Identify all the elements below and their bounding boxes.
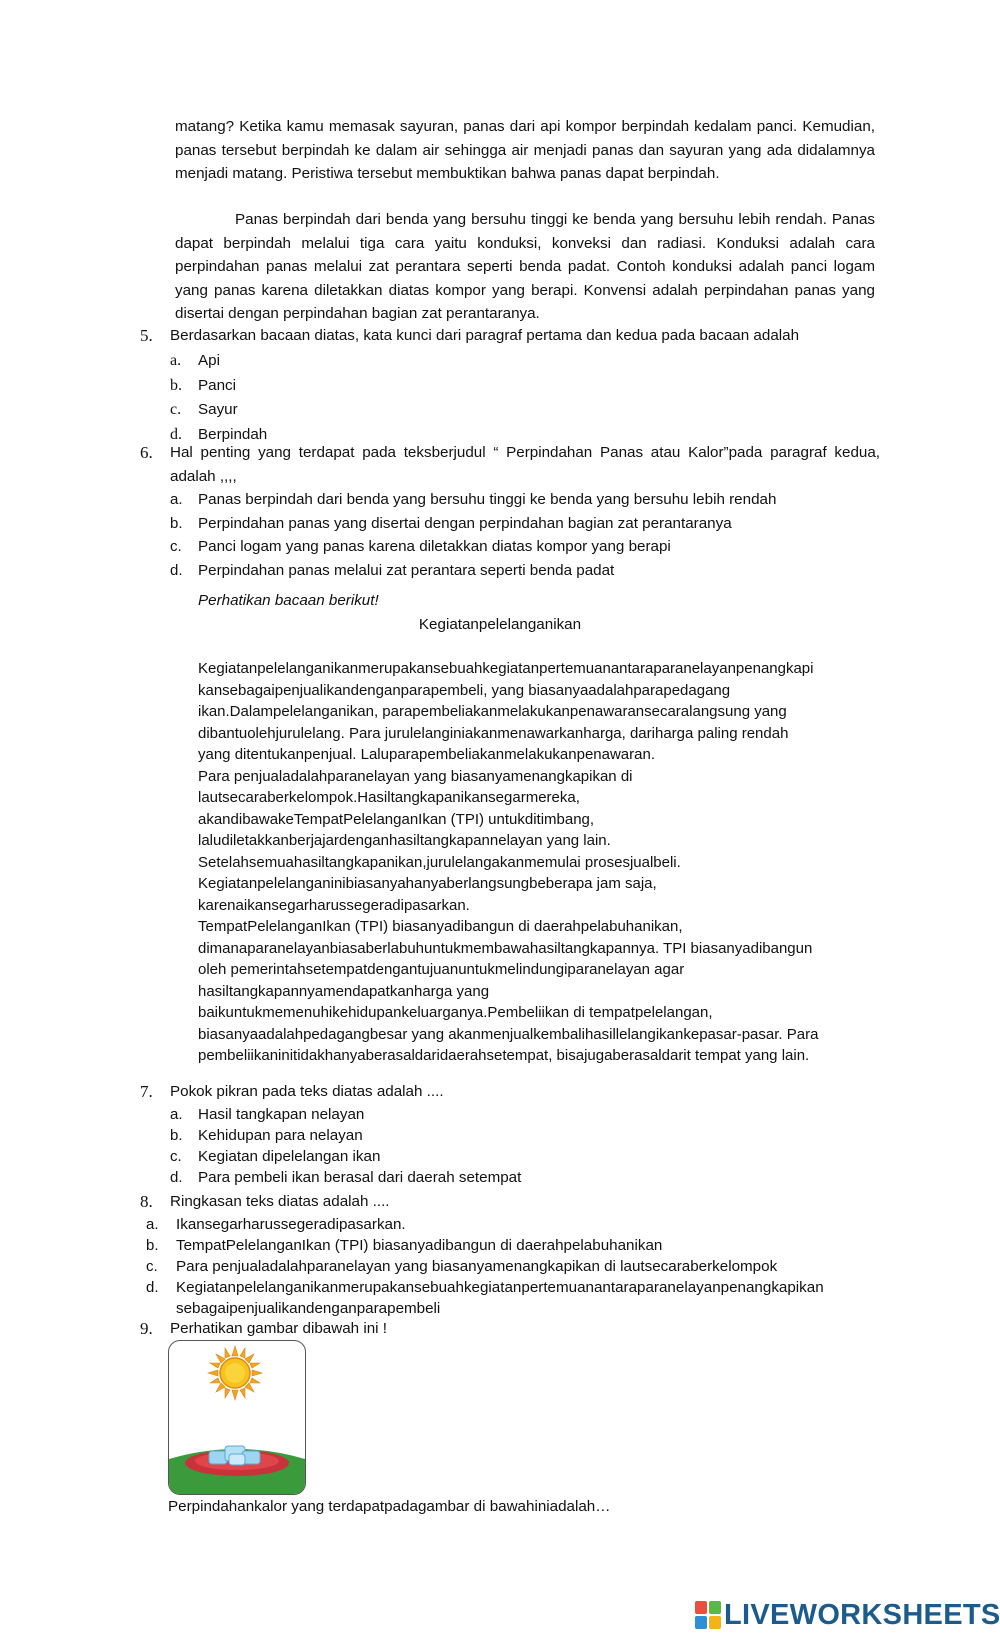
passage-line: kansebagaipenjualikandenganparapembeli, yang biasanyaadalahparapedagang [198, 681, 731, 699]
option-text: Berpindah [198, 425, 268, 443]
question-text: Perhatikan gambar dibawah ini ! [170, 1320, 387, 1337]
sun-ice-picture [168, 1340, 306, 1495]
question-number: 8. [140, 1192, 153, 1211]
option-text: TempatPelelanganIkan (TPI) biasanyadibangun di daerahpelabuhanikan [176, 1237, 663, 1254]
passage-line: Setelahsemuahasiltangkapanikan,jurulelangakanmemulai prosesjualbeli. [198, 853, 681, 871]
question-number: 9. [140, 1319, 153, 1338]
passage-line: Para penjualadalahparanelayan yang biasanyamenangkapikan di [198, 767, 633, 785]
option-a[interactable] [170, 488, 880, 512]
option-text: Panci [198, 376, 236, 394]
option-a[interactable] [170, 1104, 880, 1125]
ice-cubes-icon [209, 1446, 260, 1465]
option-letter: a. [146, 1216, 159, 1233]
passage-line: dibantuolehjurulelang. Para jurulelanginiakanmenawarkanharga, dariharga paling rendah [198, 724, 789, 742]
option-letter: b. [170, 514, 183, 532]
option-d[interactable] [170, 559, 880, 583]
option-letter: c. [146, 1258, 158, 1275]
passage-line: dimanaparanelayanbiasaberlabuhuntukmembawahasiltangkapannya. TPI biasanyadibangun [198, 939, 813, 957]
option-text: Hasil tangkapan nelayan [198, 1106, 365, 1123]
option-a[interactable] [170, 349, 880, 374]
passage-line: hasiltangkapannyamendapatkanharga yang [198, 982, 490, 1000]
option-letter: c. [170, 1148, 182, 1165]
question-9-caption: Perpindahankalor yang terdapatpadagambar di bawahiniadalah… [168, 1498, 611, 1515]
passage-line: biasanyaadalahpedagangbesar yang akanmenjualkembalihasillelangikankepasar-pasar. Para [198, 1025, 819, 1043]
option-text: Sayur [198, 401, 238, 418]
option-d[interactable] [140, 1277, 880, 1319]
option-letter: a. [170, 352, 182, 369]
reading-instruction: Perhatikan bacaan berikut! [198, 592, 379, 609]
option-letter: c. [170, 401, 182, 418]
option-letter: b. [170, 376, 182, 394]
passage-line: Kegiatanpelelanganikanmerupakansebuahkegiatanpertemuanantaraparanelayanpenangkapi [198, 660, 814, 677]
passage-line: yang ditentukanpenjual. Laluparapembeliakanmelakukanpenawaran. [198, 746, 655, 763]
intro-paragraph-1: matang? Ketika kamu memasak sayuran, panas dari api kompor berpindah kedalam panci. Kemudian, panas tersebut berpindah ke dalam air sehingga air menjadi panas dan sayuran yang ada didalamnya menjadi matang. Peristiwa tersebut membuktikan bahwa panas dapat berpindah. [175, 118, 875, 182]
question-8 [140, 1190, 880, 1214]
passage-line: oleh pemerintahsetempatdengantujuanuntukmelindungiparanelayan agar [198, 961, 685, 978]
option-text: Kegiatanpelelanganikanmerupakansebuahkegiatanpertemuanantaraparanelayanpenangkapikan sebagaipenjualikandenganparapembeli [176, 1279, 824, 1317]
option-text: Para penjualadalahparanelayan yang biasanyamenangkapikan di lautsecaraberkelompok [176, 1258, 778, 1275]
option-text: Panci logam yang panas karena diletakkan diatas kompor yang berapi [198, 538, 671, 555]
option-letter: d. [170, 425, 182, 443]
question-7 [140, 1080, 880, 1104]
option-letter: a. [170, 1106, 183, 1123]
option-text: Kegiatan dipelelangan ikan [198, 1148, 381, 1165]
passage-line: laludiletakkanberjajardenganhasiltangkapannelayan yang lain. [198, 832, 611, 849]
passage-line: akandibawakeTempatPelelanganIkan (TPI) untukditimbang, [198, 810, 595, 828]
passage-line: lautsecaraberkelompok.Hasiltangkapanikansegarmereka, [198, 789, 580, 806]
question-text: Hal penting yang terdapat pada teksberjudul “ Perpindahan Panas atau Kalor”pada paragraf kedua, adalah ,,,, [170, 444, 880, 485]
sun-icon [208, 1346, 262, 1400]
option-c[interactable] [140, 1256, 880, 1277]
question-number: 7. [140, 1082, 153, 1101]
passage-line: baikuntukmemenuhikehidupankeluarganya.Pembeliikan di tempatpelelangan, [198, 1004, 713, 1021]
question-6-options [170, 488, 880, 582]
option-text: Perpindahan panas yang disertai dengan perpindahan bagian zat perantaranya [198, 514, 732, 532]
question-6 [140, 441, 880, 488]
option-text: Kehidupan para nelayan [198, 1127, 363, 1144]
option-letter: c. [170, 538, 182, 555]
option-d[interactable] [170, 1167, 880, 1188]
option-b[interactable] [170, 512, 880, 536]
reading-title: Kegiatanpelelanganikan [418, 616, 582, 633]
passage-line: ikan.Dalampelelanganikan, parapembeliakanmelakukanpenawaransecaralangsung yang [198, 703, 787, 720]
intro-paragraph-2: Panas berpindah dari benda yang bersuhu tinggi ke benda yang bersuhu lebih rendah. Panas dapat berpindah melalui tiga cara yaitu konduksi, konveksi dan radiasi. Konduksi adalah cara perpindahan panas melalui zat perantara seperti benda padat. Contoh konduksi adalah panci logam yang panas karena diletakkan diatas kompor yang berapi. Konvensi adalah perpindahan panas yang disertai dengan perpindahan bagian zat perantaranya. [175, 211, 875, 322]
option-text: Perpindahan panas melalui zat perantara seperti benda padat [198, 561, 615, 579]
option-b[interactable] [170, 1125, 880, 1146]
option-letter: b. [146, 1237, 159, 1254]
sun-melting-ice-illustration [169, 1341, 305, 1494]
question-7-options [170, 1104, 880, 1188]
question-number: 6. [140, 443, 153, 462]
option-c[interactable] [170, 398, 880, 423]
option-text: Para pembeli ikan berasal dari daerah setempat [198, 1169, 522, 1186]
option-b[interactable] [170, 374, 880, 399]
question-8-options [140, 1214, 880, 1319]
passage-line: pembeliikaninitidakhanyaberasaldaridaerahsetempat, bisajugaberasaldarit tempat yang lain. [198, 1047, 810, 1064]
passage-line: Kegiatanpelelanganinibiasanyahanyaberlangsungbeberapa jam saja, [198, 875, 657, 892]
question-number: 5. [140, 326, 153, 345]
reading-passage [198, 658, 888, 1067]
question-text: Pokok pikran pada teks diatas adalah .... [170, 1083, 444, 1100]
option-text: Api [198, 352, 220, 369]
logo-text: LIVEWORKSHEETS [724, 1598, 1000, 1631]
option-letter: d. [146, 1279, 159, 1296]
option-letter: a. [170, 491, 183, 508]
option-b[interactable] [140, 1235, 880, 1256]
question-text: Ringkasan teks diatas adalah .... [170, 1193, 390, 1210]
option-letter: d. [170, 561, 183, 579]
option-c[interactable] [170, 535, 880, 559]
option-text: Panas berpindah dari benda yang bersuhu tinggi ke benda yang bersuhu lebih rendah [198, 491, 777, 508]
question-5 [140, 324, 880, 348]
passage-line: TempatPelelanganIkan (TPI) biasanyadibangun di daerahpelabuhanikan, [198, 918, 683, 935]
question-5-options [170, 349, 880, 447]
question-9 [140, 1317, 880, 1341]
question-text: Berdasarkan bacaan diatas, kata kunci dari paragraf pertama dan kedua pada bacaan adalah [170, 327, 800, 344]
option-letter: d. [170, 1169, 183, 1186]
option-text: Ikansegarharussegeradipasarkan. [176, 1216, 406, 1233]
liveworksheets-logo-icon [695, 1601, 721, 1629]
option-c[interactable] [170, 1146, 880, 1167]
option-a[interactable] [140, 1214, 880, 1235]
option-letter: b. [170, 1127, 183, 1144]
passage-line: karenaikansegarharussegeradipasarkan. [198, 896, 470, 914]
liveworksheets-logo [695, 1600, 1000, 1630]
